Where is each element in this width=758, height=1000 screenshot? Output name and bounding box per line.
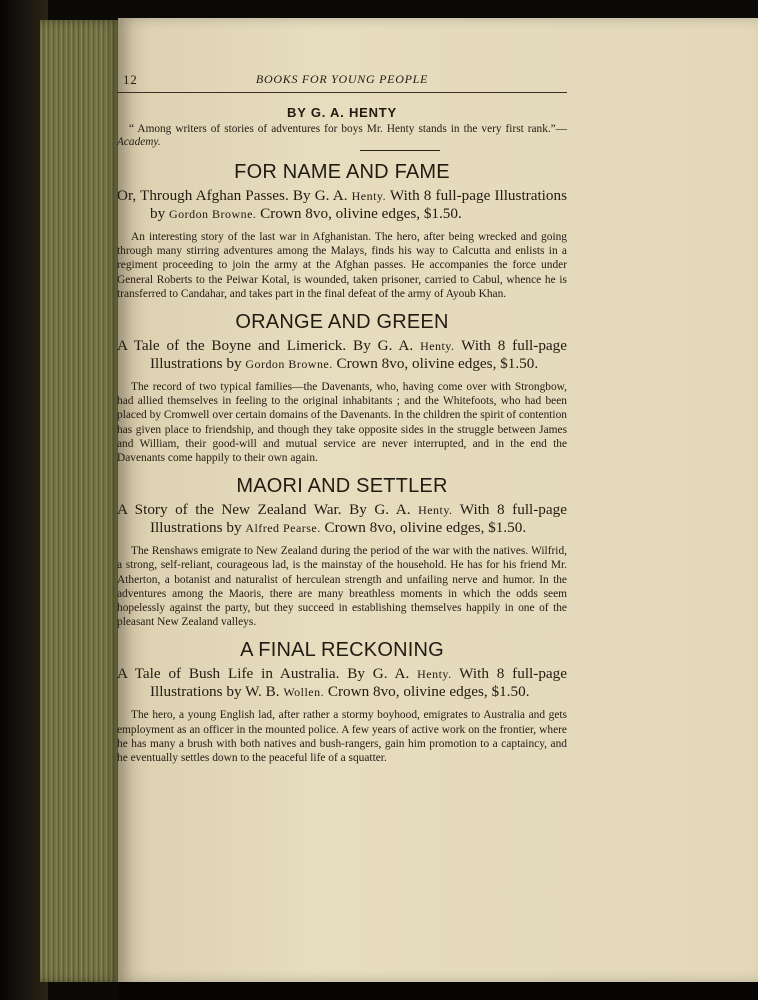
book-entry [117,187,567,223]
entry-prefix: A Story of the New Zealand War. By G. A. [117,501,419,519]
book-entry [117,337,567,373]
book-title: ORANGE AND GREEN [235,311,449,334]
entry-suffix: Crown 8vo, olivine edges, $1.50. [324,683,530,701]
entry-mid: With 8 full-page Illustrations by [150,501,567,537]
book-listing [117,311,567,465]
book-listing [117,475,567,629]
page-stack-edge [40,20,120,982]
bottom-shadow [118,982,758,1000]
book-listing [117,639,567,765]
running-header [117,68,567,93]
entry-author: Henty. [418,503,453,518]
entry-mid: With 8 full-page Illustrations by [150,337,567,373]
book-entry [117,501,567,537]
page-number: 12 [123,72,138,87]
epigraph [117,123,567,149]
epigraph-quote: “ Among writers of stories of adventures for boys Mr. Henty stands in the very first rank.”— [129,123,567,135]
entry-suffix: Crown 8vo, olivine edges, $1.50. [320,519,527,537]
book-description: An interesting story of the last war in Afghanistan. The hero, after being wrecked and going through many stirring adventures among the Malays, finds his way to Calcutta and enlists in a regiment proceeding to join the army at the Afghan passes. He accompanies the force under General Roberts to the Peiwar Kotal, is wounded, taken prisoner, carried to Cabul, whence he is transferred to Candahar, and takes part in the final defeat of the army of Ayoub Khan. [117,231,567,300]
book-description: The Renshaws emigrate to New Zealand during the period of the war with the natives. Wilfrid, a strong, self-reliant, courageous lad, is the mainstay of the household. He has for his friend Mr. Atherton, a botanist and naturalist of herculean strength and unfailing nerve and humor. In the adventures among the Maoris, there are many breathless moments in which the odds seem hopelessly against the party, but they succeed in establishing themselves happily in one of the pleasant New Zealand valleys. [117,545,567,629]
book-description: The hero, a young English lad, after rather a stormy boyhood, emigrates to Australia and gets employment as an officer in the mounted police. A few years of active work on the frontier, where he has many a brush with both natives and bush-rangers, gain him promotion to a captaincy, and he eventually settles down to the peaceful life of a squatter. [117,709,567,765]
entry-prefix: A Tale of Bush Life in Australia. By G. A. [117,665,418,683]
entry-author: Henty. [351,189,387,203]
entry-illustrator: Gordon Browne. [168,207,257,221]
entry-author: Henty. [420,339,455,354]
book-listing [117,161,567,301]
book-title: MAORI AND SETTLER [236,475,448,498]
entry-illustrator: Alfred Pearse. [245,521,321,536]
book-description: The record of two typical families—the Davenants, who, having come over with Strongbow, had allied themselves in feeling to the original inhabitants ; and the Whitefoots, who had been placed by Cromwell over certain domains of the Davenants. In the children the spirit of contention has given place to friendship, and though they take opposite sides in the struggle between James and William, their good-will and mutual service are never interrupted, and in the end the Davenants come happily to their own again. [117,381,567,465]
entry-mid: With 8 full-page Illustrations by [150,187,567,222]
running-title: BOOKS FOR YOUNG PEOPLE [255,72,429,86]
book-title: A FINAL RECKONING [240,639,444,662]
entry-illustrator: Gordon Browne. [245,357,333,372]
entry-suffix: Crown 8vo, olivine edges, $1.50. [332,355,539,373]
entry-suffix: Crown 8vo, olivine edges, $1.50. [256,205,462,222]
book-entry [117,665,567,701]
author-heading: BY G. A. HENTY [287,105,397,120]
entry-prefix: Or, Through Afghan Passes. By G. A. [117,187,352,204]
page-content [117,68,567,765]
entry-mid: With 8 full-page Illustrations by W. B. [150,665,567,701]
book-title: FOR NAME AND FAME [234,161,450,183]
entry-illustrator: Wollen. [283,685,325,700]
entry-prefix: A Tale of the Boyne and Limerick. By G. A. [117,337,421,355]
divider-rule [360,150,440,151]
entry-author: Henty. [417,667,452,682]
epigraph-source: Academy. [117,136,161,148]
